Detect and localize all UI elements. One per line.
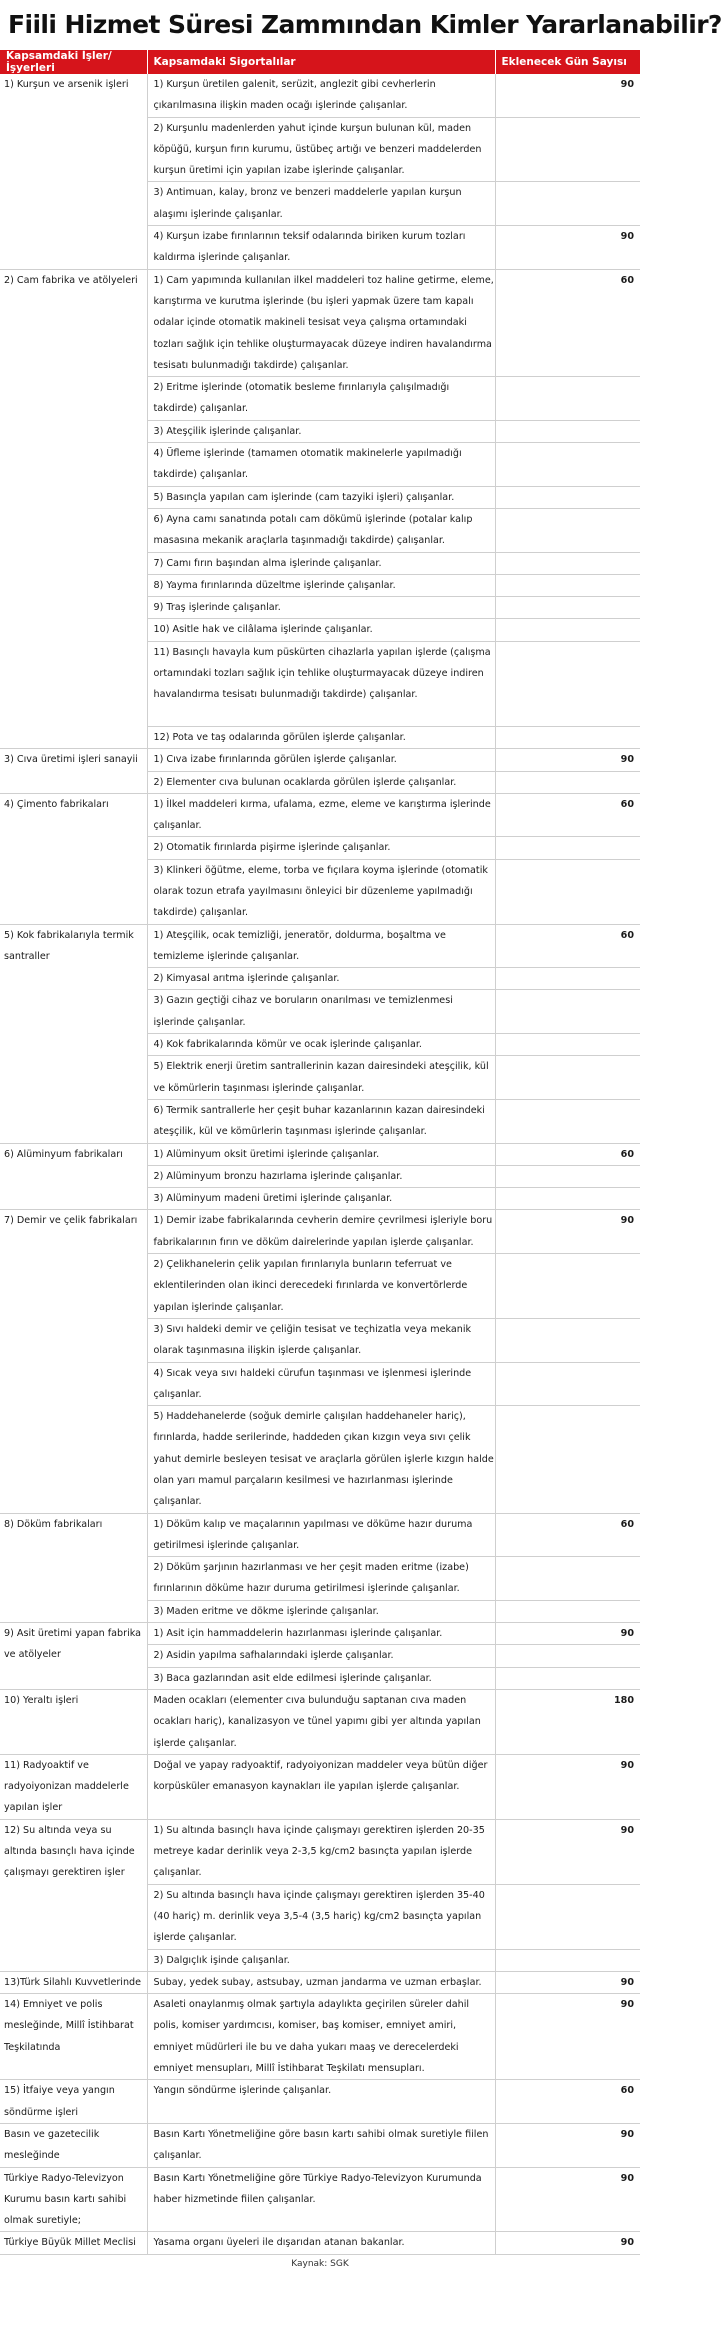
header-workplaces: Kapsamdaki İşler/İşyerleri (0, 50, 147, 74)
category-cell: 15) İtfaiye veya yangın söndürme işleri (0, 2080, 147, 2124)
insured-item-cell: 3) Baca gazlarından asit elde edilmesi işlerinde çalışanlar. (147, 1667, 495, 1689)
insured-item-cell: 1) Cam yapımında kullanılan ilkel maddeleri toz haline getirme, eleme, karıştırma ve kurutma işlerinde (bu işleri yapmak üzere tam kapalı odalar içinde otomatik makineli tesisat veya çalışma ortamındaki tozları sağlık için tehlike oluşturmayacak düzeye indiren havalandırma tesisatı bulunmadığı takdirde) çalışanlar. (147, 269, 495, 376)
insured-item-cell: 6) Termik santrallerle her çeşit buhar kazanlarının kazan dairesindeki ateşçilik, kül ve kömürlerin taşınması işlerinde çalışanlar. (147, 1099, 495, 1143)
category-cell: Basın ve gazetecilik mesleğinde (0, 2123, 147, 2167)
insured-item-cell: 2) Otomatik fırınlarda pişirme işlerinde çalışanlar. (147, 837, 495, 859)
category-cell: 1) Kurşun ve arsenik işleri (0, 74, 147, 269)
insured-item-cell: 2) Asidin yapılma safhalarındaki işlerde çalışanlar. (147, 1645, 495, 1667)
days-cell (495, 486, 640, 508)
insured-item-cell: 11) Basınçlı havayla kum püskürten cihazlarla yapılan işlerde (çalışma ortamındaki tozları sağlık için tehlike oluşturmayacak düzeye indiren havalandırma tesisatı bulunmadığı takdirde) çalışanlar. (147, 641, 495, 726)
insured-item-cell: 3) Dalgıçlık işinde çalışanlar. (147, 1949, 495, 1971)
insured-item-cell: 4) Kurşun izabe fırınlarının teksif odalarında biriken kurum tozları kaldırma işlerinde çalışanlar. (147, 226, 495, 270)
insured-item-cell: 5) Elektrik enerji üretim santrallerinin kazan dairesindeki ateşçilik, kül ve kömürlerin taşınması işlerinde çalışanlar. (147, 1056, 495, 1100)
category-cell: Türkiye Radyo-Televizyon Kurumu basın kartı sahibi olmak suretiyle; (0, 2167, 147, 2232)
insured-item-cell: 2) Kurşunlu madenlerden yahut içinde kurşun bulunan kül, maden köpüğü, kurşun fırın kurumu, üstübeç artığı ve benzeri maddelerden kurşun üretimi için yapılan izabe işlerinde çalışanlar. (147, 117, 495, 182)
category-cell: Türkiye Büyük Millet Meclisi (0, 2232, 147, 2254)
table-row (0, 1819, 640, 1884)
table-row (0, 1971, 640, 1993)
insured-item-cell: 1) Demir izabe fabrikalarında cevherin demire çevrilmesi işleriyle boru fabrikalarının fırın ve döküm dairelerinde yapılan işlerde çalışanlar. (147, 1210, 495, 1254)
category-cell: 7) Demir ve çelik fabrikaları (0, 1210, 147, 1513)
category-cell: 5) Kok fabrikalarıyla termik santraller (0, 924, 147, 1143)
days-cell: 60 (495, 1143, 640, 1165)
days-cell (495, 1884, 640, 1949)
insured-item-cell: 1) Cıva izabe fırınlarında görülen işlerde çalışanlar. (147, 749, 495, 771)
days-cell (495, 1254, 640, 1319)
insured-item-cell: 7) Camı fırın başından alma işlerinde çalışanlar. (147, 552, 495, 574)
insured-item-cell: 1) İlkel maddeleri kırma, ufalama, ezme, eleme ve karıştırma işlerinde çalışanlar. (147, 793, 495, 837)
insured-item-cell: Basın Kartı Yönetmeliğine göre basın kartı sahibi olmak suretiyle fiilen çalışanlar. (147, 2123, 495, 2167)
category-cell: 11) Radyoaktif ve radyoiyonizan maddelerle yapılan işler (0, 1754, 147, 1819)
days-cell (495, 1949, 640, 1971)
category-cell: 14) Emniyet ve polis mesleğinde, Millî İstihbarat Teşkilatında (0, 1994, 147, 2080)
insured-item-cell: 2) Alüminyum bronzu hazırlama işlerinde çalışanlar. (147, 1165, 495, 1187)
insured-item-cell: Asaleti onaylanmış olmak şartıyla adaylıkta geçirilen süreler dahil polis, komiser yardımcısı, komiser, baş komiser, emniyet amiri, emniyet müdürleri ile bu ve daha yukarı maaş ve derecelerdeki emniyet mensupları, Millî İstihbarat Teşkilatı mensupları. (147, 1994, 495, 2080)
days-cell (495, 1056, 640, 1100)
insured-item-cell: 10) Asitle hak ve cilâlama işlerinde çalışanlar. (147, 619, 495, 641)
table-row (0, 1754, 640, 1819)
insured-item-cell: 6) Ayna camı sanatında potalı cam dökümü işlerinde (potalar kalıp masasına mekanik araçlarla taşınmadığı takdirde) çalışanlar. (147, 508, 495, 552)
table-row (0, 749, 640, 771)
category-cell: 6) Alüminyum fabrikaları (0, 1143, 147, 1210)
table-row (0, 1623, 640, 1645)
insured-item-cell: Subay, yedek subay, astsubay, uzman jandarma ve uzman erbaşlar. (147, 1971, 495, 1993)
insured-item-cell: 3) Sıvı haldeki demir ve çeliğin tesisat ve teçhizatla veya mekanik olarak taşınmasına ilişkin işlerde çalışanlar. (147, 1318, 495, 1362)
table-row (0, 2232, 640, 2254)
days-cell: 90 (495, 226, 640, 270)
days-cell (495, 1406, 640, 1513)
table-row (0, 2080, 640, 2124)
insured-item-cell: 3) Gazın geçtiği cihaz ve boruların onarılması ve temizlenmesi işlerinde çalışanlar. (147, 990, 495, 1034)
insured-item-cell: 1) Kurşun üretilen galenit, serüzit, anglezit gibi cevherlerin çıkarılmasına ilişkin maden ocağı işlerinde çalışanlar. (147, 74, 495, 117)
days-cell (495, 837, 640, 859)
insured-item-cell: 1) Asit için hammaddelerin hazırlanması işlerinde çalışanlar. (147, 1623, 495, 1645)
insured-item-cell: 5) Basınçla yapılan cam işlerinde (cam tazyiki işleri) çalışanlar. (147, 486, 495, 508)
days-cell (495, 859, 640, 924)
insured-item-cell: 2) Elementer cıva bulunan ocaklarda görülen işlerde çalışanlar. (147, 771, 495, 793)
table-row (0, 1689, 640, 1754)
table-row (0, 1143, 640, 1165)
days-cell: 60 (495, 924, 640, 968)
table-row (0, 74, 640, 117)
insured-item-cell: 5) Haddehanelerde (soğuk demirle çalışılan haddehaneler hariç), fırınlarda, hadde serilerinde, haddeden çıkan kızgın veya sıvı çelik yahut demirle besleyen tesisat ve araçlarla görülen işlerle kızgın halde olan yarı mamul parçaların kesilmesi ve hazırlanması işlerinde çalışanlar. (147, 1406, 495, 1513)
days-cell: 90 (495, 2232, 640, 2254)
days-cell (495, 1188, 640, 1210)
days-cell (495, 990, 640, 1034)
days-cell (495, 377, 640, 421)
days-cell (495, 574, 640, 596)
days-cell: 90 (495, 1994, 640, 2080)
insured-item-cell: 2) Kimyasal arıtma işlerinde çalışanlar. (147, 968, 495, 990)
days-cell: 90 (495, 2123, 640, 2167)
days-cell (495, 1557, 640, 1601)
days-cell (495, 1362, 640, 1406)
days-cell (495, 420, 640, 442)
days-cell (495, 1600, 640, 1622)
header-days: Eklenecek Gün Sayısı (495, 50, 640, 74)
days-cell (495, 619, 640, 641)
days-cell (495, 597, 640, 619)
days-cell: 90 (495, 1819, 640, 1884)
days-cell: 90 (495, 1623, 640, 1645)
insured-item-cell: 1) Alüminyum oksit üretimi işlerinde çalışanlar. (147, 1143, 495, 1165)
category-cell: 13)Türk Silahlı Kuvvetlerinde (0, 1971, 147, 1993)
table-row (0, 269, 640, 376)
insured-item-cell: 3) Maden eritme ve dökme işlerinde çalışanlar. (147, 1600, 495, 1622)
days-cell (495, 508, 640, 552)
insured-item-cell: 1) Su altında basınçlı hava içinde çalışmayı gerektiren işlerden 20-35 metreye kadar derinlik veya 2-3,5 kg/cm2 basınçta yapılan işlerde çalışanlar. (147, 1819, 495, 1884)
insurance-table (0, 50, 640, 2255)
source-note: Kaynak: SGK (291, 2258, 349, 2269)
insured-item-cell: 4) Kok fabrikalarında kömür ve ocak işlerinde çalışanlar. (147, 1034, 495, 1056)
insured-item-cell: 3) Klinkeri öğütme, eleme, torba ve fıçılara koyma işlerinde (otomatik olarak tozun etrafa yayılmasını önleyici bir düzenleme yapılmadığı takdirde) çalışanlar. (147, 859, 495, 924)
insured-item-cell: 2) Çelikhanelerin çelik yapılan fırınlarıyla bunların teferruat ve eklentilerinden olan ikinci derecedeki fırınlarda ve konvertörlerde yapılan işlerinde çalışanlar. (147, 1254, 495, 1319)
insured-item-cell: Maden ocakları (elementer cıva bulunduğu saptanan cıva maden ocakları hariç), kanalizasyon ve tünel yapımı gibi yer altında yapılan işlerde çalışanlar. (147, 1689, 495, 1754)
days-cell (495, 1034, 640, 1056)
days-cell: 60 (495, 1513, 640, 1557)
category-cell: 10) Yeraltı işleri (0, 1689, 147, 1754)
table-row (0, 1994, 640, 2080)
days-cell: 60 (495, 793, 640, 837)
header-insured: Kapsamdaki Sigortalılar (147, 50, 495, 74)
category-cell: 12) Su altında veya su altında basınçlı hava içinde çalışmayı gerektiren işler (0, 1819, 147, 1971)
table-row (0, 793, 640, 837)
days-cell (495, 117, 640, 182)
days-cell: 90 (495, 74, 640, 117)
days-cell (495, 771, 640, 793)
category-cell: 2) Cam fabrika ve atölyeleri (0, 269, 147, 749)
insured-item-cell: Basın Kartı Yönetmeliğine göre Türkiye Radyo-Televizyon Kurumunda haber hizmetinde fiilen çalışanlar. (147, 2167, 495, 2232)
table-row (0, 2167, 640, 2232)
insured-item-cell: 4) Sıcak veya sıvı haldeki cürufun taşınması ve işlenmesi işlerinde çalışanlar. (147, 1362, 495, 1406)
insured-item-cell: 2) Döküm şarjının hazırlanması ve her çeşit maden eritme (izabe) fırınlarının döküme hazır duruma getirilmesi işlerinde çalışanlar. (147, 1557, 495, 1601)
days-cell: 90 (495, 1754, 640, 1819)
days-cell (495, 1318, 640, 1362)
table-header-row (0, 50, 640, 74)
days-cell (495, 1165, 640, 1187)
days-cell (495, 1667, 640, 1689)
insured-item-cell: Yasama organı üyeleri ile dışarıdan atanan bakanlar. (147, 2232, 495, 2254)
days-cell: 60 (495, 2080, 640, 2124)
insured-item-cell: 9) Traş işlerinde çalışanlar. (147, 597, 495, 619)
days-cell (495, 552, 640, 574)
insured-item-cell: 3) Ateşçilik işlerinde çalışanlar. (147, 420, 495, 442)
insured-item-cell: 3) Alüminyum madeni üretimi işlerinde çalışanlar. (147, 1188, 495, 1210)
table-row (0, 1513, 640, 1557)
page-title: Fiili Hizmet Süresi Zammından Kimler Yararlanabilir? (8, 10, 722, 39)
category-cell: 8) Döküm fabrikaları (0, 1513, 147, 1622)
days-cell: 90 (495, 2167, 640, 2232)
category-cell: 3) Cıva üretimi işleri sanayii (0, 749, 147, 794)
insured-item-cell: 2) Eritme işlerinde (otomatik besleme fırınlarıyla çalışılmadığı takdirde) çalışanlar. (147, 377, 495, 421)
insured-item-cell: 1) Ateşçilik, ocak temizliği, jeneratör, doldurma, boşaltma ve temizleme işlerinde çalışanlar. (147, 924, 495, 968)
table-row (0, 924, 640, 968)
category-cell: 4) Çimento fabrikaları (0, 793, 147, 924)
insured-item-cell: Doğal ve yapay radyoaktif, radyoiyonizan maddeler veya bütün diğer korpüsküler emanasyon kaynakları ile yapılan işlerde çalışanlar. (147, 1754, 495, 1819)
table-row (0, 1210, 640, 1254)
insured-item-cell: 4) Üfleme işlerinde (tamamen otomatik makinelerle yapılmadığı takdirde) çalışanlar. (147, 443, 495, 487)
insured-item-cell: 1) Döküm kalıp ve maçalarının yapılması ve döküme hazır duruma getirilmesi işlerinde çalışanlar. (147, 1513, 495, 1557)
table-row (0, 2123, 640, 2167)
days-cell (495, 182, 640, 226)
table-body (0, 74, 640, 2254)
days-cell: 60 (495, 269, 640, 376)
days-cell: 180 (495, 1689, 640, 1754)
days-cell (495, 443, 640, 487)
insured-item-cell: 12) Pota ve taş odalarında görülen işlerde çalışanlar. (147, 726, 495, 748)
days-cell (495, 1099, 640, 1143)
days-cell (495, 968, 640, 990)
insured-item-cell: Yangın söndürme işlerinde çalışanlar. (147, 2080, 495, 2124)
insured-item-cell: 8) Yayma fırınlarında düzeltme işlerinde çalışanlar. (147, 574, 495, 596)
days-cell: 90 (495, 1971, 640, 1993)
insured-item-cell: 2) Su altında basınçlı hava içinde çalışmayı gerektiren işlerden 35-40 (40 hariç) m. derinlik veya 3,5-4 (3,5 hariç) kg/cm2 basınçta yapılan işlerde çalışanlar. (147, 1884, 495, 1949)
insured-item-cell: 3) Antimuan, kalay, bronz ve benzeri maddelerle yapılan kurşun alaşımı işlerinde çalışanlar. (147, 182, 495, 226)
days-cell: 90 (495, 749, 640, 771)
days-cell (495, 726, 640, 748)
days-cell (495, 1645, 640, 1667)
days-cell: 90 (495, 1210, 640, 1254)
days-cell (495, 641, 640, 726)
category-cell: 9) Asit üretimi yapan fabrika ve atölyeler (0, 1623, 147, 1690)
